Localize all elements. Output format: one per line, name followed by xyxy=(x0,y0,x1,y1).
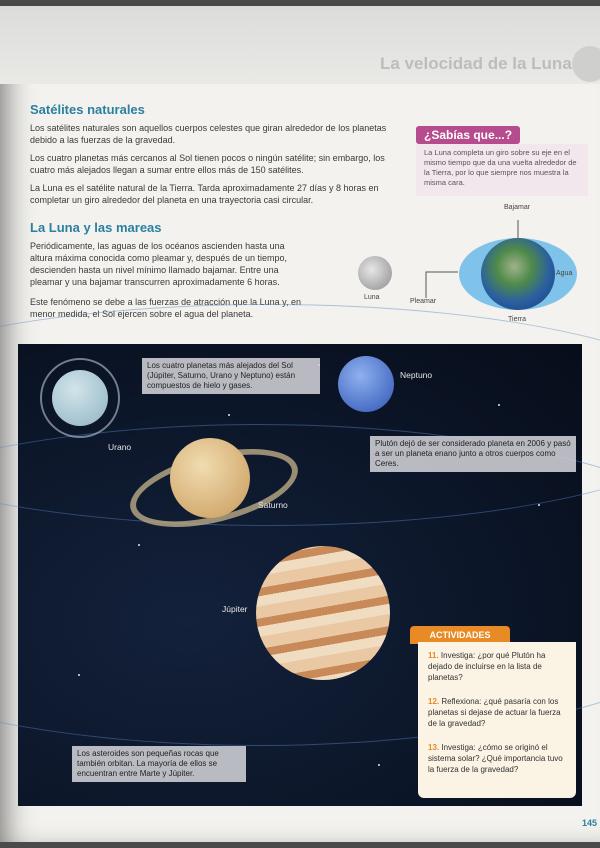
label-urano: Urano xyxy=(108,442,132,452)
para-satelites-1: Los satélites naturales son aquellos cuerpos celestes que giran alrededor de los planetas debido a las fuerzas de la gravedad. xyxy=(30,123,387,145)
sabias-que-text: La Luna completa un giro sobre su eje en el mismo tiempo que da una vuelta alrededor de la Tierra, por lo que siempre nos muestra la misma cara. xyxy=(424,148,577,187)
actividad-11: 11. Investiga: ¿por qué Plutón ha dejado de incluirse en la lista de planetas? xyxy=(428,651,546,682)
actividad-13: 13. Investiga: ¿cómo se originó el sistema solar? ¿Qué importancia tuvo la fuerza de la gravedad? xyxy=(428,743,563,774)
sabias-que-label: ¿Sabías que...? xyxy=(416,126,520,144)
page-number: 145 xyxy=(582,818,598,828)
label-pleamar: Pleamar xyxy=(410,298,437,305)
tide-arrows xyxy=(400,216,560,306)
urano-planet xyxy=(52,370,108,426)
page-header-title: La velocidad de la Luna xyxy=(380,54,572,73)
note-gas-planets: Los cuatro planetas más alejados del Sol (Júpiter, Saturno, Urano y Neptuno) están compuestos de hielo y gases. xyxy=(142,358,320,394)
label-tierra: Tierra xyxy=(508,316,527,323)
label-saturno: Saturno xyxy=(258,500,288,510)
label-luna: Luna xyxy=(364,294,380,301)
note-asteroides: Los asteroides son pequeñas rocas que también orbitan. La mayoría de ellos se encuentran entre Marte y Júpiter. xyxy=(72,746,246,782)
actividades-label: ACTIVIDADES xyxy=(410,626,510,644)
jupiter-planet xyxy=(256,546,390,680)
para-satelites-3: La Luna es el satélite natural de la Tierra. Tarda aproximadamente 27 días y 8 horas en completar un giro alrededor del planeta en una trayectoria casi circular. xyxy=(30,183,379,205)
label-neptuno: Neptuno xyxy=(400,370,433,380)
header-circle-icon xyxy=(572,46,600,82)
moon-image xyxy=(358,256,392,290)
neptuno-planet xyxy=(338,356,394,412)
page-header-band xyxy=(0,6,600,84)
saturno-planet xyxy=(170,438,250,518)
textbook-page xyxy=(0,6,600,842)
label-bajamar: Bajamar xyxy=(504,204,531,211)
label-jupiter: Júpiter xyxy=(222,604,248,614)
actividad-12: 12. Reflexiona: ¿qué pasaría con los planetas si dejase de actuar la fuerza de la gravedad? xyxy=(428,697,561,728)
label-agua: Agua xyxy=(556,270,573,277)
note-pluton: Plutón dejó de ser considerado planeta en 2006 y pasó a ser un planeta enano junto a otros cuerpos como Ceres. xyxy=(370,436,576,472)
para-mareas-2: Este fenómeno se debe a las fuerzas de atracción que la Luna y, en menor medida, el Sol ejercen sobre el agua del planeta. xyxy=(30,297,302,319)
para-satelites-2: Los cuatro planetas más cercanos al Sol tienen pocos o ningún satélite; sin embargo, los cuatro más alejados llegan a sumar entre ellos más de 150 satélites. xyxy=(30,153,385,175)
para-mareas-1: Periódicamente, las aguas de los océanos ascienden hasta una altura máxima conocida como pleamar y, después de un tiempo, descienden hasta un nivel mínimo llamado bajamar. Entre una pleamar y una bajamar transcurren aproximadamente 6 horas. xyxy=(30,241,287,287)
heading-satelites: Satélites naturales xyxy=(30,102,145,117)
heading-mareas: La Luna y las mareas xyxy=(30,220,162,235)
